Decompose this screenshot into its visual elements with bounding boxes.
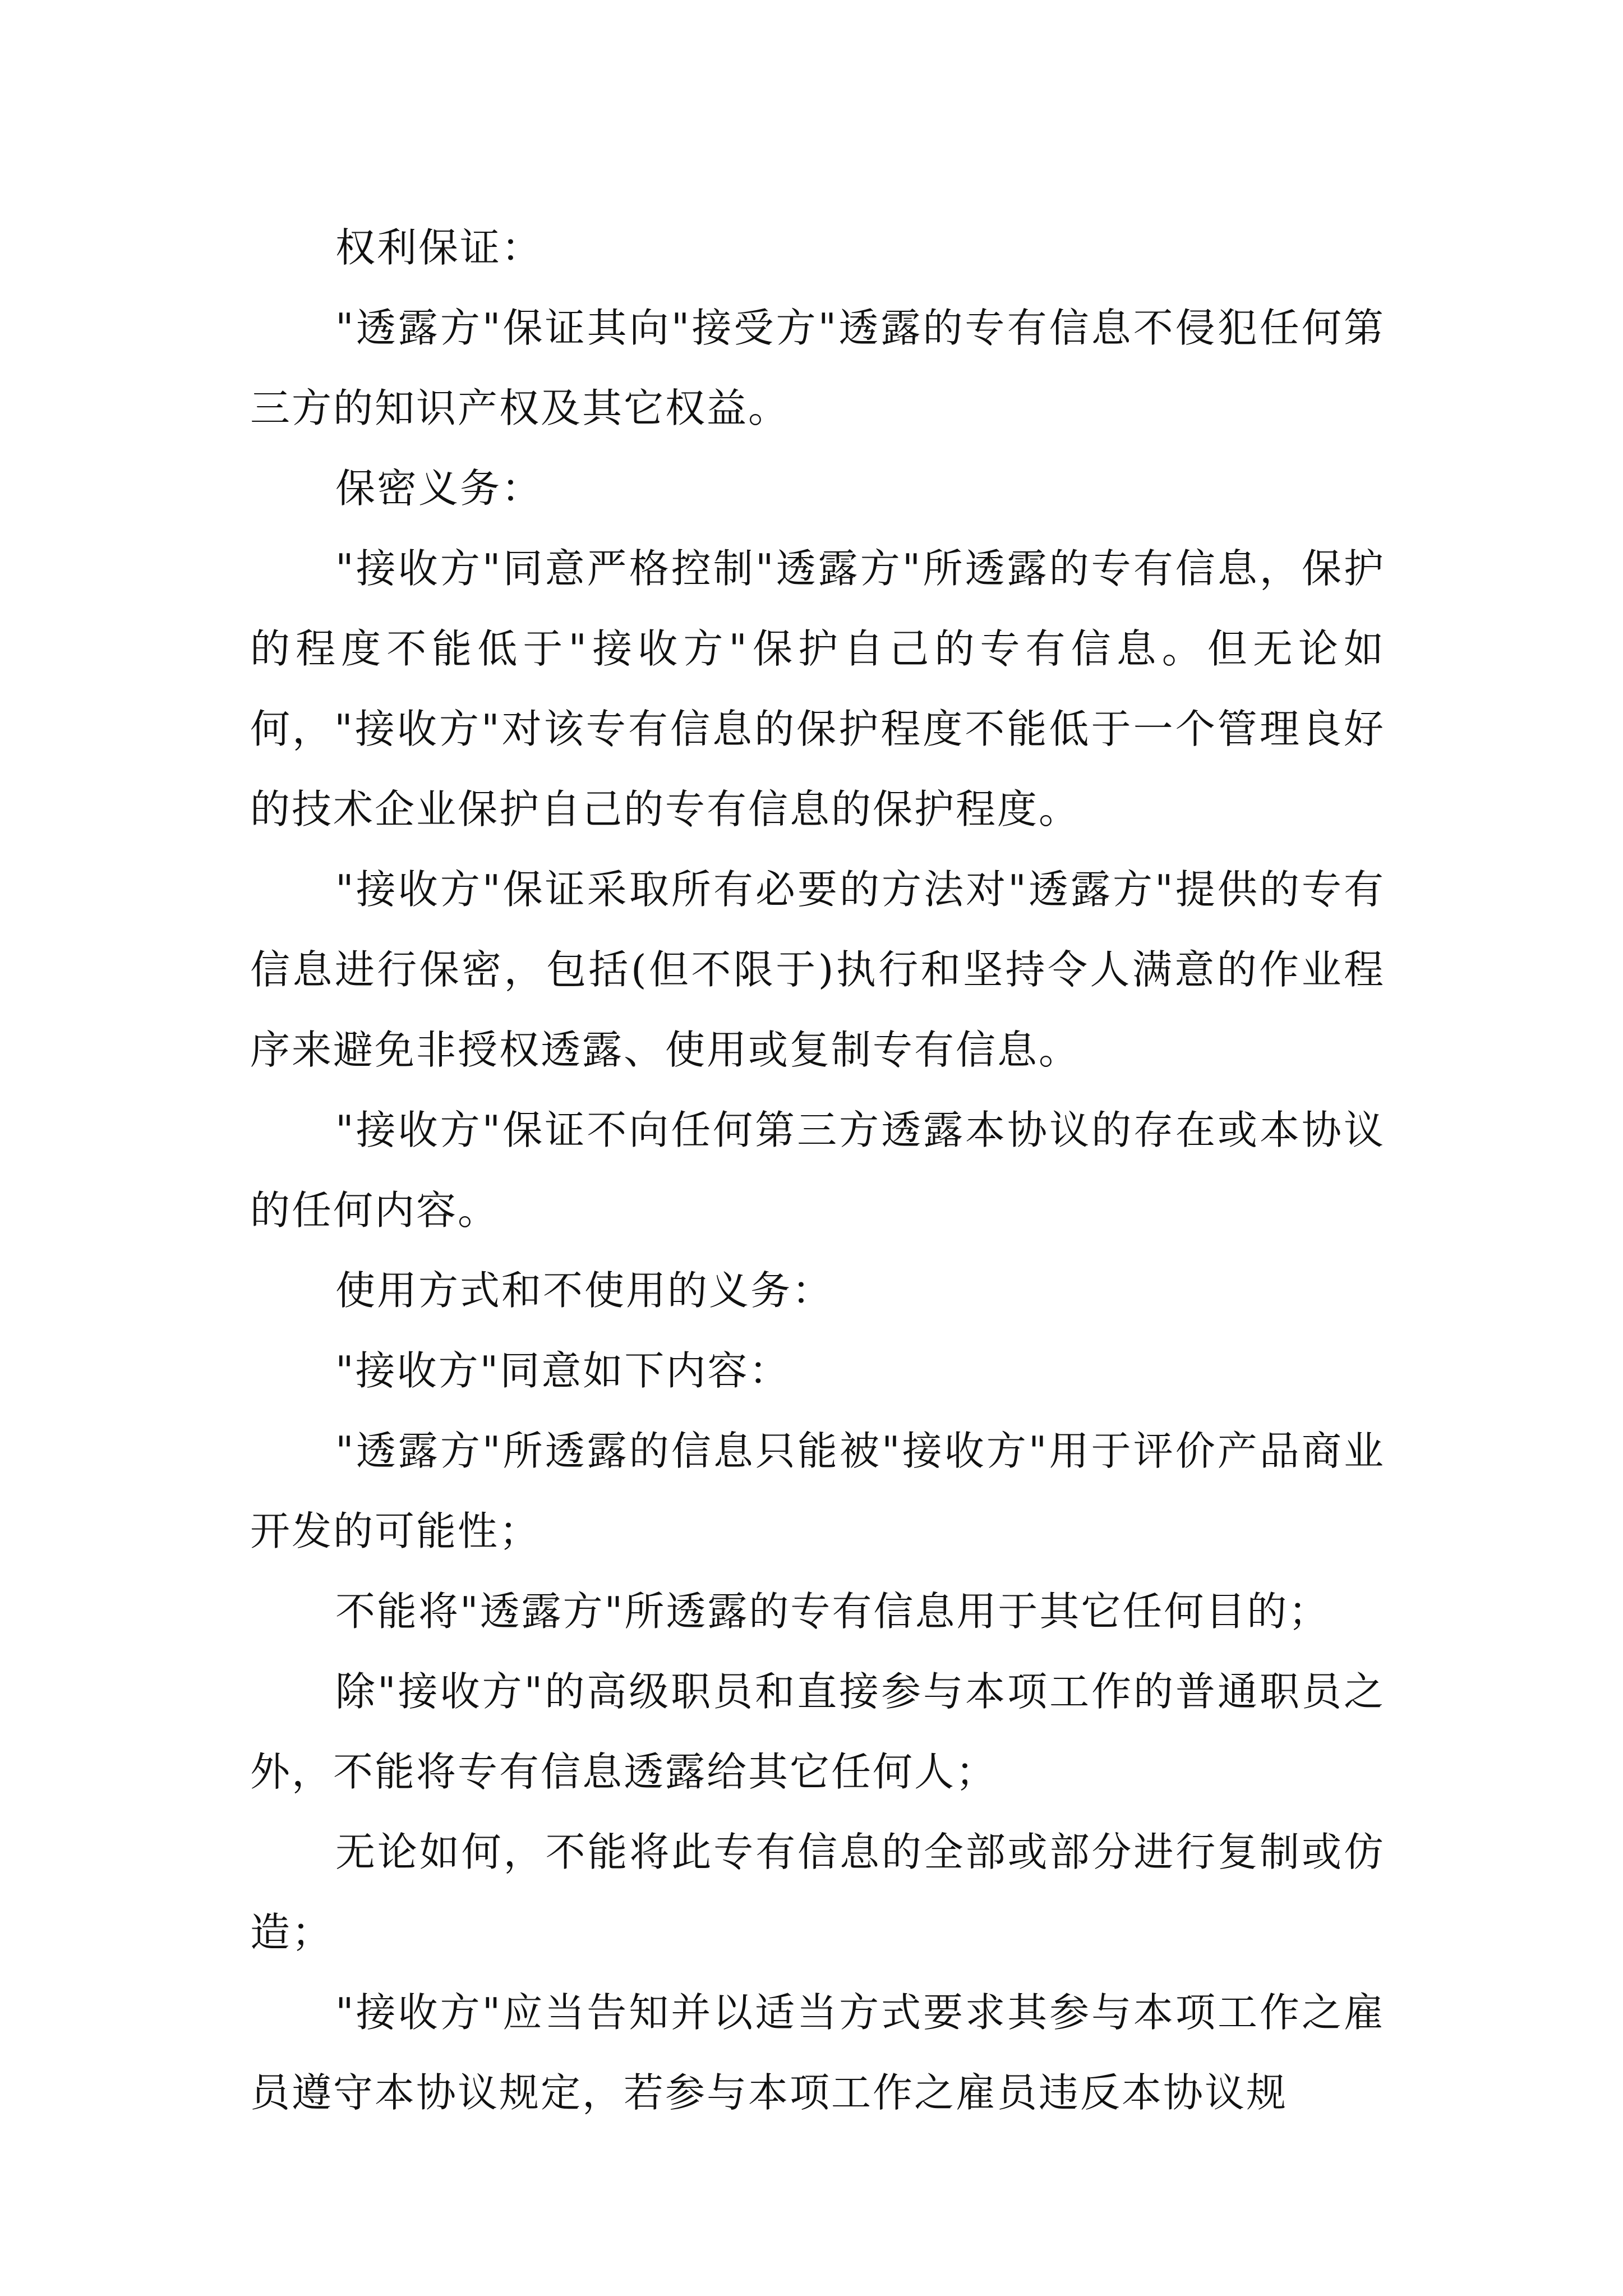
paragraph-non-disclosure-of-agreement: "接收方"保证不向任何第三方透露本协议的存在或本协议的任何内容。 — [250, 1107, 1385, 1234]
heading-confidentiality-obligation: 保密义务： — [335, 465, 543, 512]
paragraph-recipient-agrees: "接收方"同意如下内容： — [335, 1347, 791, 1394]
heading-usage-obligation: 使用方式和不使用的义务： — [335, 1267, 834, 1314]
heading-rights-guarantee: 权利保证： — [335, 224, 543, 271]
paragraph-employee-compliance: "接收方"应当告知并以适当方式要求其参与本项工作之雇员遵守本协议规定，若参与本项工作之雇员违反本协议规 — [250, 1989, 1385, 2116]
paragraph-rights-guarantee: "透露方"保证其向"接受方"透露的专有信息不侵犯任何第三方的知识产权及其它权益。 — [250, 305, 1385, 431]
paragraph-strict-control: "接收方"同意严格控制"透露方"所透露的专有信息，保护的程度不能低于"接收方"保护自己的专有信息。但无论如何，"接收方"对该专有信息的保护程度不能低于一个管理良好的技术企业保护自己的专有信息的保护程度。 — [250, 545, 1385, 832]
paragraph-limited-personnel: 除"接收方"的高级职员和直接参与本项工作的普通职员之外，不能将专有信息透露给其它任何人； — [250, 1668, 1385, 1795]
paragraph-no-copying: 无论如何，不能将此专有信息的全部或部分进行复制或仿造； — [250, 1829, 1385, 1955]
paragraph-evaluation-use-only: "透露方"所透露的信息只能被"接收方"用于评价产品商业开发的可能性； — [250, 1428, 1385, 1554]
paragraph-no-other-purpose: 不能将"透露方"所透露的专有信息用于其它任何目的； — [335, 1588, 1330, 1635]
document-body — [250, 208, 1385, 2133]
paragraph-necessary-measures: "接收方"保证采取所有必要的方法对"透露方"提供的专有信息进行保密，包括(但不限于)执行和坚持令人满意的作业程序来避免非授权透露、使用或复制专有信息。 — [250, 866, 1385, 1073]
